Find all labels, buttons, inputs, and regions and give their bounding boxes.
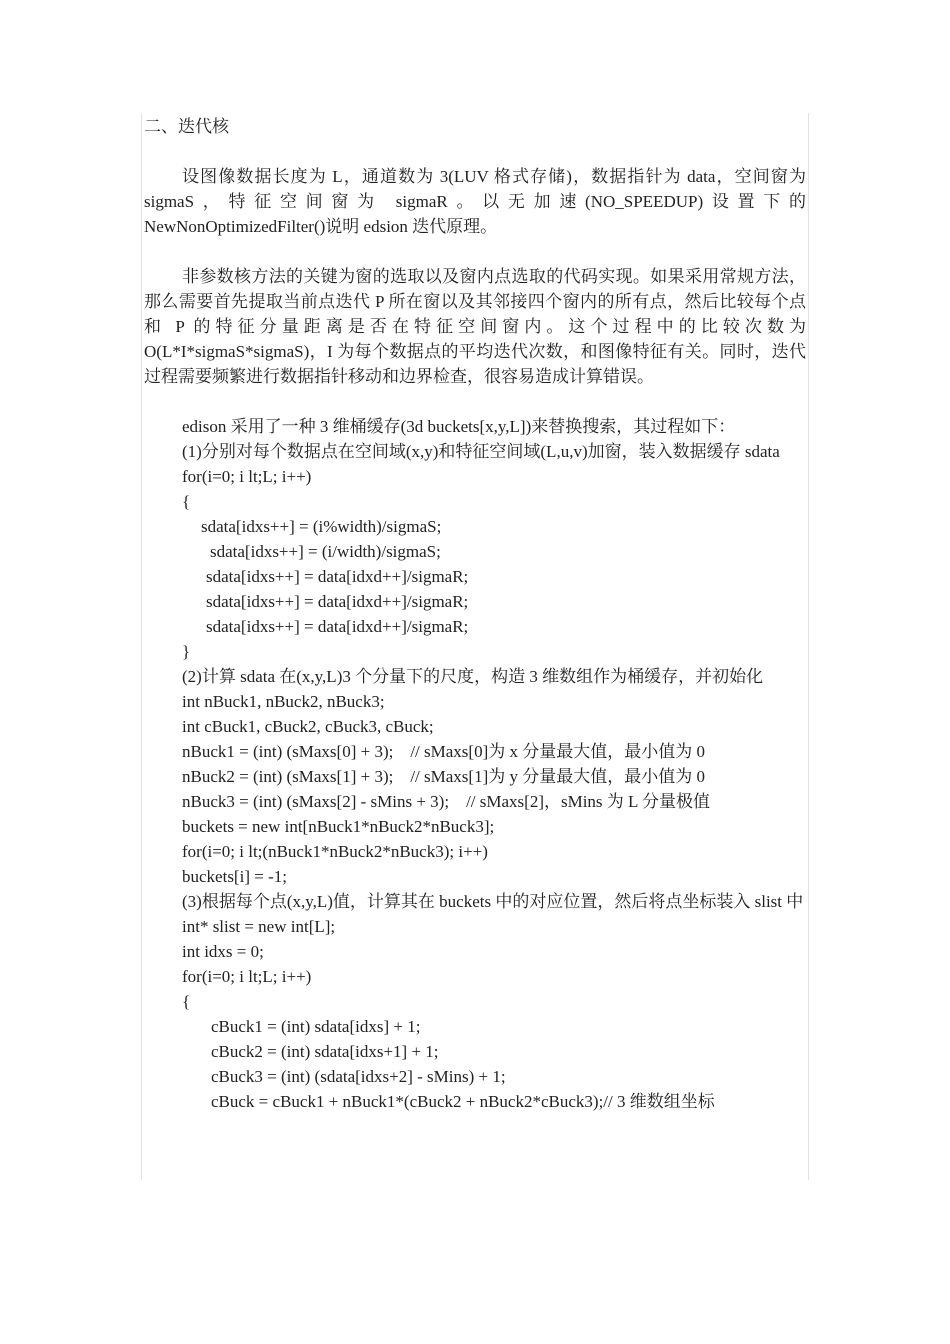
document-body [144, 114, 806, 1114]
spacer [144, 239, 806, 264]
paragraph-intro: 设图像数据长度为 L，通道数为 3(LUV 格式存储)，数据指针为 data，空间窗为 sigmaS，特征空间窗为 sigmaR。以无加速(NO_SPEEDUP)设置下的 NewNonOptimizedFilter()说明 edsion 迭代原理。 [144, 167, 806, 236]
code-line: int* slist = new int[L]; [182, 917, 336, 936]
code-line: sdata[idxs++] = (i/width)/sigmaS; [210, 542, 441, 561]
code-line: { [182, 492, 191, 511]
code-line: cBuck = cBuck1 + nBuck1*(cBuck2 + nBuck2*cBuck3);// 3 维数组坐标 [211, 1092, 715, 1111]
code-line: nBuck1 = (int) (sMaxs[0] + 3); // sMaxs[0]为 x 分量最大值，最小值为 0 [182, 742, 705, 761]
code-line: buckets[i] = -1; [182, 867, 287, 886]
left-margin-rule [141, 113, 142, 1180]
code-line: int nBuck1, nBuck2, nBuck3; [182, 692, 385, 711]
step-3-text: (3)根据每个点(x,y,L)值，计算其在 buckets 中的对应位置，然后将点坐标装入 slist 中 [182, 892, 804, 911]
code-line: buckets = new int[nBuck1*nBuck2*nBuck3]; [182, 817, 495, 836]
code-line: nBuck3 = (int) (sMaxs[2] - sMins + 3); // sMaxs[2]，sMins 为 L 分量极值 [182, 792, 711, 811]
step-1-text: (1)分别对每个数据点在空间域(x,y)和特征空间域(L,u,v)加窗，装入数据缓存 sdata [182, 442, 780, 461]
code-line: cBuck1 = (int) sdata[idxs] + 1; [211, 1017, 421, 1036]
code-line: for(i=0; i lt;L; i++) [182, 467, 312, 486]
code-line: { [182, 992, 191, 1011]
section-heading: 二、迭代核 [144, 117, 229, 136]
code-line: int cBuck1, cBuck2, cBuck3, cBuck; [182, 717, 434, 736]
code-line: sdata[idxs++] = data[idxd++]/sigmaR; [206, 617, 469, 636]
code-line: int idxs = 0; [182, 942, 264, 961]
code-line: cBuck2 = (int) sdata[idxs+1] + 1; [211, 1042, 439, 1061]
spacer [144, 139, 806, 164]
paragraph-buckets: edison 采用了一种 3 维桶缓存(3d buckets[x,y,L])来替换搜索，其过程如下： [182, 417, 736, 436]
spacer [144, 389, 806, 414]
code-line: sdata[idxs++] = (i%width)/sigmaS; [201, 517, 442, 536]
code-line: cBuck3 = (int) (sdata[idxs+2] - sMins) + 1; [211, 1067, 506, 1086]
code-line: for(i=0; i lt;(nBuck1*nBuck2*nBuck3); i++) [182, 842, 488, 861]
code-line: sdata[idxs++] = data[idxd++]/sigmaR; [206, 567, 469, 586]
code-line: } [182, 642, 191, 661]
code-line: nBuck2 = (int) (sMaxs[1] + 3); // sMaxs[1]为 y 分量最大值，最小值为 0 [182, 767, 705, 786]
step-2-text: (2)计算 sdata 在(x,y,L)3 个分量下的尺度，构造 3 维数组作为桶缓存，并初始化 [182, 667, 764, 686]
code-line: for(i=0; i lt;L; i++) [182, 967, 312, 986]
right-margin-rule [808, 113, 809, 1180]
paragraph-method: 非参数核方法的关键为窗的选取以及窗内点选取的代码实现。如果采用常规方法，那么需要首先提取当前点迭代 P 所在窗以及其邻接四个窗内的所有点，然后比较每个点和 P 的特征分量距离是否在特征空间窗内。这个过程中的比较次数为 O(L*I*sigmaS*sigmaS)，I 为每个数据点的平均迭代次数，和图像特征有关。同时，迭代过程需要频繁进行数据指针移动和边界检查，很容易造成计算错误。 [144, 267, 806, 386]
code-line: sdata[idxs++] = data[idxd++]/sigmaR; [206, 592, 469, 611]
